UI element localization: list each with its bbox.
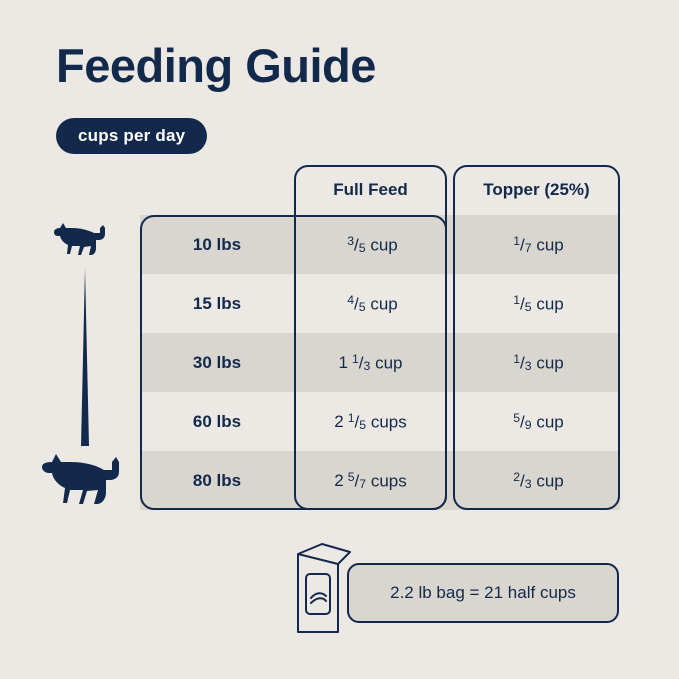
table-row: 2 $^1/_5$ cups: [334, 410, 407, 432]
table-row: 2 $^5/_7$ cups: [334, 469, 407, 491]
cell-unit: cup: [370, 235, 398, 255]
cell-unit: cup: [536, 294, 564, 314]
column-header-full-feed: Full Feed: [333, 180, 408, 199]
table-row: $^1/_5$ cup: [513, 292, 564, 314]
cell-denominator: 5: [358, 299, 366, 314]
cell-numerator: 1: [513, 351, 521, 366]
table-row: 60 lbs: [192, 411, 242, 431]
table-row: $^2/_3$ cup: [513, 469, 564, 491]
cell-unit: cups: [370, 412, 407, 432]
food-bag-icon: [278, 540, 368, 636]
table-row: 80 lbs: [192, 470, 242, 490]
units-badge-label: cups per day: [78, 126, 186, 145]
cell-unit: cup: [375, 353, 403, 373]
cell-denominator: 7: [359, 476, 367, 491]
cell-unit: cups: [370, 471, 407, 491]
cell-denominator: 5: [524, 299, 532, 314]
table-row: $^5/_9$ cup: [513, 410, 564, 432]
cell-numerator: 5: [347, 469, 355, 484]
large-dog-icon: [40, 452, 126, 510]
cell-whole: 2: [334, 471, 344, 491]
cell-numerator: 1: [513, 233, 521, 248]
table-row: 30 lbs: [192, 352, 242, 372]
cell-unit: cup: [536, 353, 564, 373]
cell-numerator: 1: [513, 292, 521, 307]
cell-numerator: 5: [513, 410, 521, 425]
cell-unit: cup: [536, 471, 564, 491]
table-row: $^1/_7$ cup: [513, 233, 564, 255]
page-title: Feeding Guide: [56, 39, 376, 92]
cell-numerator: 2: [513, 469, 521, 484]
cell-numerator: 1: [347, 410, 355, 425]
cell-denominator: 9: [524, 417, 532, 432]
table-row: $^1/_3$ cup: [513, 351, 564, 373]
small-dog-icon: [50, 222, 114, 262]
cell-numerator: 4: [347, 292, 355, 307]
cell-denominator: 7: [524, 240, 532, 255]
table-row: 10 lbs: [192, 234, 242, 254]
cell-denominator: 3: [524, 358, 532, 373]
cell-unit: cup: [370, 294, 398, 314]
cell-whole: 2: [334, 412, 344, 432]
feeding-table: [140, 165, 620, 510]
units-badge: [56, 118, 207, 154]
cell-denominator: 3: [363, 358, 371, 373]
size-scale-icon: [78, 268, 92, 446]
bag-note: [347, 563, 619, 623]
cell-denominator: 5: [358, 240, 366, 255]
column-header-topper: Topper (25%): [483, 180, 590, 199]
table-row: 1 $^1/_3$ cup: [338, 351, 403, 373]
cell-unit: cup: [536, 235, 564, 255]
cell-denominator: 3: [524, 476, 532, 491]
table-row: $^4/_5$ cup: [347, 292, 398, 314]
table-row: $^3/_5$ cup: [347, 233, 398, 255]
table-row: 15 lbs: [192, 293, 242, 313]
cell-numerator: 3: [347, 233, 355, 248]
bag-note-label: 2.2 lb bag = 21 half cups: [390, 583, 576, 602]
cell-whole: 1: [338, 353, 348, 373]
cell-unit: cup: [536, 412, 564, 432]
cell-numerator: 1: [351, 351, 359, 366]
cell-denominator: 5: [359, 417, 367, 432]
